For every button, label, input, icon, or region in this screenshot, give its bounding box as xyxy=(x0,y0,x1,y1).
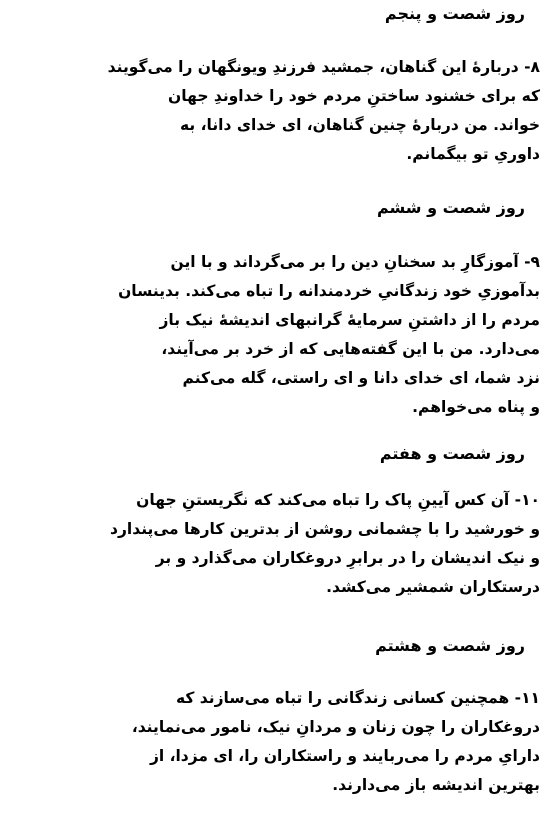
paragraph-line: نزد شما، ای خدای دانا و ای راستی، گله می‌کنم xyxy=(182,369,540,387)
paragraph-line: می‌دارد. من با این گفته‌هایی که از خرد بر می‌آیند، xyxy=(161,340,540,358)
section-heading-65: روز شصت و پنجم xyxy=(384,4,525,23)
paragraph-line: ۱۰- آن کس آیینِ پاک را تباه می‌کند که نگریستنِ جهان xyxy=(136,491,540,509)
paragraph-verse-8 xyxy=(20,53,540,169)
section-heading-66: روز شصت و ششم xyxy=(376,198,525,217)
paragraph-line: بهترین اندیشه باز می‌دارند. xyxy=(332,776,540,794)
paragraph-line: دارایِ مردم را می‌ربایند و راستکاران را، ای مزدا، از xyxy=(149,747,540,765)
paragraph-line: ۸- دربارهٔ این گناهان، جمشید فرزندِ ویونگهان را می‌گویند xyxy=(107,58,540,76)
paragraph-verse-11 xyxy=(20,684,540,800)
paragraph-line: بدآموزیِ خود زندگانیِ خردمندانه را تباه می‌کند. بدینسان xyxy=(118,282,540,300)
paragraph-line: و خورشید را با چشمانی روشن از بدترین کارها می‌پندارد xyxy=(110,520,540,538)
paragraph-line: و نیک اندیشان را در برابرِ دروغکاران می‌گذارد و بر xyxy=(155,549,540,567)
paragraph-line: و پناه می‌خواهم. xyxy=(412,398,540,416)
paragraph-verse-10 xyxy=(20,486,540,602)
paragraph-verse-9 xyxy=(20,248,540,422)
paragraph-line: ۹- آموزگارِ بد سخنانِ دین را بر می‌گرداند و با این xyxy=(170,253,540,271)
paragraph-line: که برای خشنود ساختنِ مردم خود را خداوندِ جهان xyxy=(168,87,540,105)
paragraph-line: خواند. من دربارهٔ چنین گناهان، ای خدای دانا، به xyxy=(180,116,540,134)
section-heading-67: روز شصت و هفتم xyxy=(379,444,525,463)
paragraph-line: داوریِ تو بیگمانم. xyxy=(406,145,540,163)
paragraph-line: ۱۱- همچنین کسانی زندگانی را تباه می‌سازند که xyxy=(176,689,540,707)
paragraph-line: دروغکاران را چون زنان و مردانِ نیک، نامور می‌نمایند، xyxy=(131,718,540,736)
paragraph-line: درستکاران شمشیر می‌کشد. xyxy=(326,578,540,596)
paragraph-line: مردم را از داشتنِ سرمایهٔ گرانبهای اندیشهٔ نیک باز xyxy=(159,311,540,329)
section-heading-68: روز شصت و هشتم xyxy=(375,636,525,655)
